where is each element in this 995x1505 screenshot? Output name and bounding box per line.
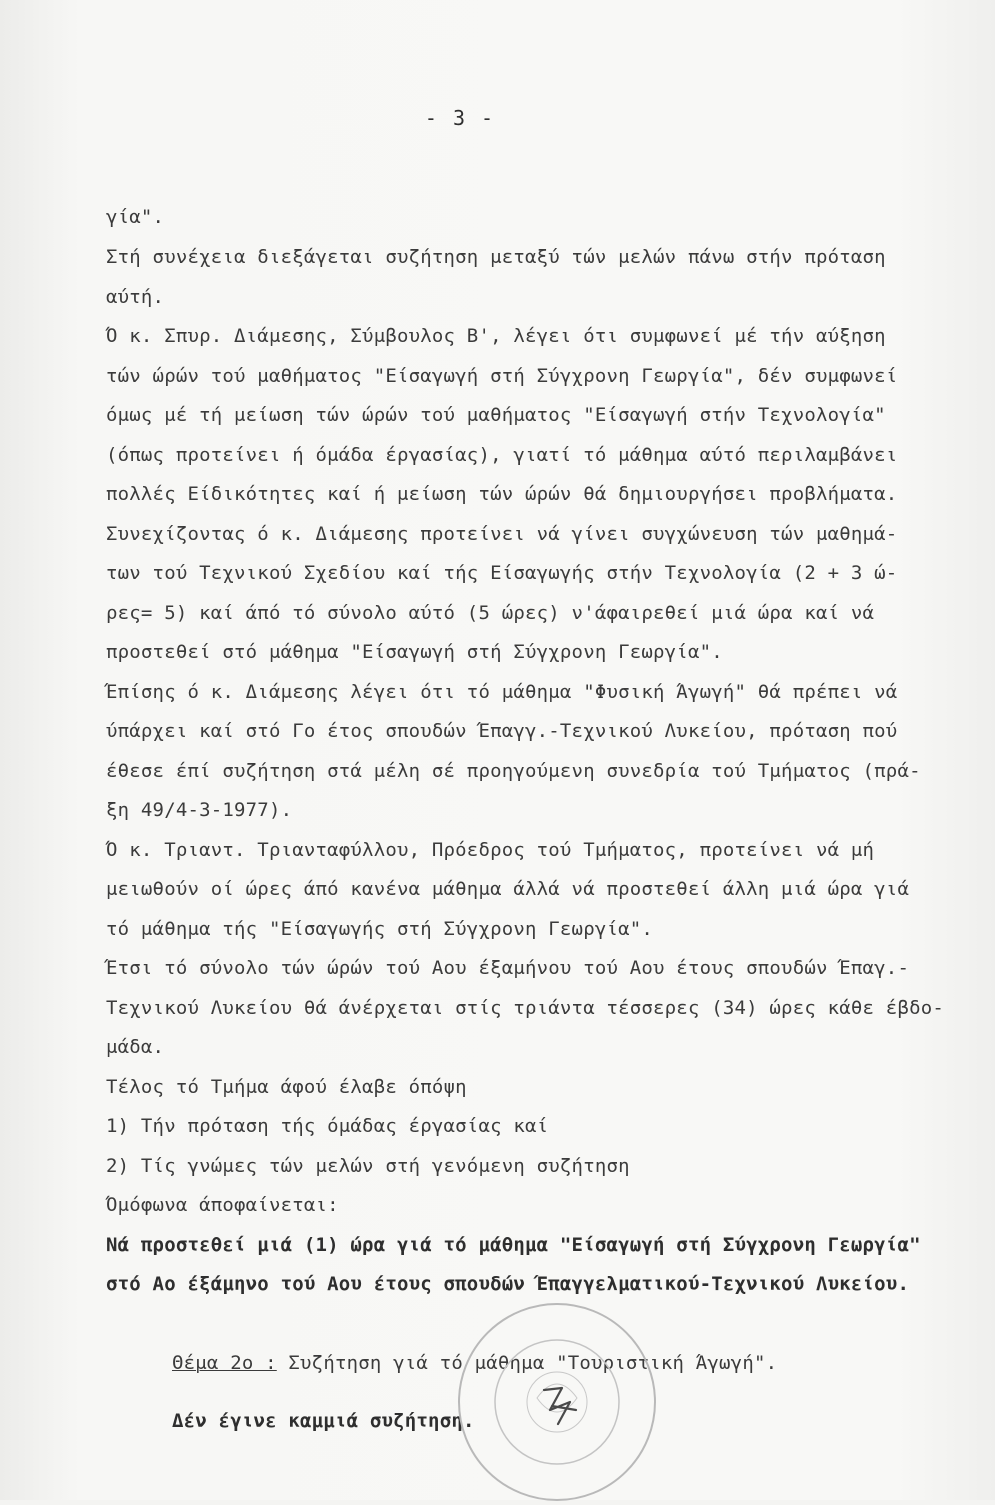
text-line: ρες= 5) καί άπό τό σύνολο αύτό (5 ώρες) ν'άφαιρεθεί μιά ώρα καί νά <box>106 602 875 624</box>
text-line: στό Αο έξάμηνο τού Αου έτους σπουδών Έπαγγελματικού-Τεχνικού Λυκείου. <box>106 1273 910 1295</box>
text-line: έθεσε έπί συζήτηση στά μέλη σέ προηγούμενη συνεδρία τού Τμήματος (πρά- <box>106 760 921 782</box>
text-line: μειωθούν οί ώρες άπό κανένα μάθημα άλλά νά προστεθεί άλλη μιά ώρα γιά <box>106 878 910 900</box>
handwritten-signature <box>538 1380 588 1430</box>
text-line: μάδα. <box>106 1036 165 1058</box>
text-line: τών ώρών τού μαθήματος "Είσαγωγή στή Σύγχρονη Γεωργία", δέν συμφωνεί <box>106 365 898 387</box>
closing-line: Δέν έγινε καμμιά συζήτηση. <box>172 1410 475 1432</box>
text-line: 2) Τίς γνώμες τών μελών στή γενόμενη συζήτηση <box>106 1155 630 1177</box>
text-line: ύπάρχει καί στό Γο έτος σπουδών Έπαγγ.-Τεχνικού Λυκείου, πρόταση πού <box>106 720 898 742</box>
text-line: τό μάθημα τής "Είσαγωγής στή Σύγχρονη Γεωργία". <box>106 918 654 940</box>
text-line: Ό κ. Τριαντ. Τριανταφύλλου, Πρόεδρος τού Τμήματος, προτείνει νά μή <box>106 839 875 861</box>
text-line: Ό κ. Σπυρ. Διάμεσης, Σύμβουλος Β', λέγει ότι συμφωνεί μέ τήν αύξηση <box>106 325 886 347</box>
text-line: Συνεχίζοντας ό κ. Διάμεσης προτείνει νά γίνει συγχώνευση τών μαθημά- <box>106 523 898 545</box>
text-line: πολλές Είδικότητες καί ή μείωση τών ώρών θά δημιουργήσει προβλήματα. <box>106 483 898 505</box>
text-line: γία". <box>106 206 165 228</box>
text-line: Νά προστεθεί μιά (1) ώρα γιά τό μάθημα "Είσαγωγή στή Σύγχρονη Γεωργία" <box>106 1234 921 1256</box>
text-line: (όπως προτείνει ή όμάδα έργασίας), γιατί τό μάθημα αύτό περιλαμβάνει <box>106 444 898 466</box>
topic-text: Συζήτηση γιά τό μάθημα "Τουριστική Άγωγή". <box>276 1352 778 1374</box>
text-line: αύτή. <box>106 286 165 308</box>
text-line: Έτσι τό σύνολο τών ώρών τού Αου έξαμήνου τού Αου έτους σπουδών Έπαγ.- <box>106 957 910 979</box>
topic-heading: Θέμα 2ο : <box>172 1352 277 1374</box>
text-line: των τού Τεχνικού Σχεδίου καί τής Είσαγωγής στήν Τεχνολογία (2 + 3 ώ- <box>106 562 898 584</box>
page-number: - 3 - <box>424 106 496 130</box>
text-line: Τεχνικού Λυκείου θά άνέρχεται στίς τριάντα τέσσερες (34) ώρες κάθε έβδο- <box>106 997 945 1019</box>
text-line: προστεθεί στό μάθημα "Είσαγωγή στή Σύγχρονη Γεωργία". <box>106 641 723 663</box>
text-line: Έπίσης ό κ. Διάμεσης λέγει ότι τό μάθημα "Φυσική Άγωγή" θά πρέπει νά <box>106 681 898 703</box>
text-line: 1) Τήν πρόταση τής όμάδας έργασίας καί <box>106 1115 549 1137</box>
text-line: ξη 49/4-3-1977). <box>106 799 293 821</box>
text-line: Στή συνέχεια διεξάγεται συζήτηση μεταξύ τών μελών πάνω στήν πρόταση <box>106 246 886 268</box>
text-line: Όμόφωνα άποφαίνεται: <box>106 1194 339 1216</box>
text-line: Τέλος τό Τμήμα άφού έλαβε όπόψη <box>106 1076 467 1098</box>
text-line: όμως μέ τή μείωση τών ώρών τού μαθήματος "Είσαγωγή στήν Τεχνολογία" <box>106 404 886 426</box>
